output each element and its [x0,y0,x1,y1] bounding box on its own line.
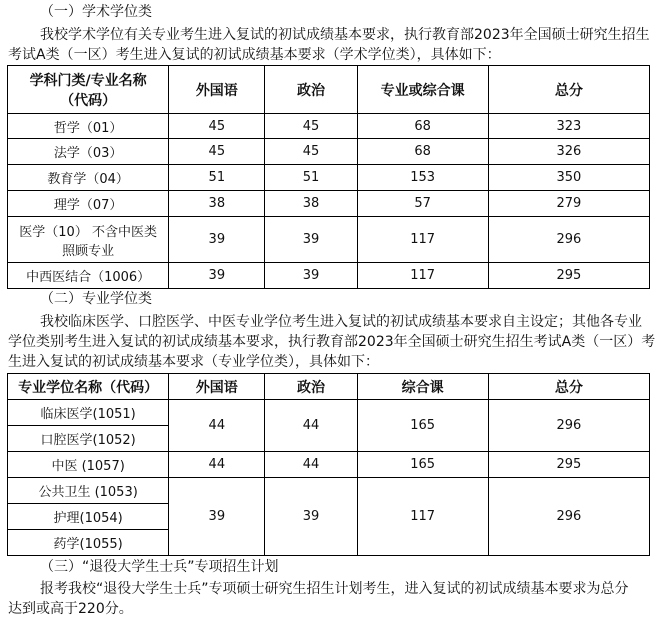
row-course: 68 [357,114,488,139]
row-total: 323 [488,114,649,139]
table-row [8,165,650,191]
section2-heading: （二）专业学位类 [40,291,152,307]
row-politics: 39 [265,263,357,289]
row-total: 296 [488,400,649,452]
table-row [8,217,650,263]
row-foreign: 39 [169,263,265,289]
row-politics: 44 [265,400,357,452]
section2-para-line2: 学位类别考生进入复试的初试成绩基本要求，执行教育部2023年全国硕士研究生招生考试A类（一区）考 [8,334,656,350]
row-total: 296 [488,478,649,556]
row-politics: 38 [265,191,357,217]
table-row [8,263,650,289]
header-major-course: 专业或综合课 [357,66,488,114]
row-name: 临床医学(1051) [8,400,169,426]
academic-table [7,65,650,289]
table-row [8,478,650,504]
table-row [8,114,650,139]
table-row [8,191,650,217]
row-course: 117 [357,478,488,556]
table-row [8,452,650,478]
header-foreign-language: 外国语 [169,66,265,114]
row-politics: 39 [265,478,357,556]
table-header-row [8,66,650,114]
row-total: 350 [488,165,649,191]
table-row [8,139,650,165]
section1-para-line2: 考试A类（一区）考生进入复试的初试成绩基本要求（学术学位类），具体如下： [8,47,501,63]
row-name [8,217,169,263]
section2-para-line1: 我校临床医学、口腔医学、中医专业学位考生进入复试的初试成绩基本要求自主设定；其他各专业 [40,314,642,330]
row-name: 哲学（01） [8,114,169,139]
row-course: 165 [357,400,488,452]
section1-para-line1: 我校学术学位有关专业考生进入复试的初试成绩基本要求，执行教育部2023年全国硕士研究生招生 [40,27,650,43]
header-politics: 政治 [265,374,357,400]
row-course: 117 [357,263,488,289]
row-course: 153 [357,165,488,191]
row-foreign: 39 [169,478,265,556]
row-name: 护理(1054) [8,504,169,530]
row-politics: 39 [265,217,357,263]
row-politics: 44 [265,452,357,478]
row-course: 68 [357,139,488,165]
row-foreign: 45 [169,114,265,139]
row-name: 中医 (1057) [8,452,169,478]
row-total: 326 [488,139,649,165]
professional-table [7,373,650,556]
row-politics: 45 [265,139,357,165]
row-course: 57 [357,191,488,217]
section3-para-line2: 达到或高于220分。 [8,601,133,617]
row-foreign: 44 [169,400,265,452]
section3-heading: （三）“退役大学生士兵”专项招生计划 [40,559,279,575]
row-foreign: 44 [169,452,265,478]
row-total: 296 [488,217,649,263]
row-name: 理学（07） [8,191,169,217]
header-subject-line2: （代码） [60,92,117,109]
row-course: 165 [357,452,488,478]
row-name-line1: 医学（10） 不含中医类 [19,224,157,240]
table-header-row [8,374,650,400]
header-subject-line1: 学科门类/专业名称 [29,72,147,89]
header-subject [8,66,169,114]
row-foreign: 51 [169,165,265,191]
row-total: 295 [488,263,649,289]
row-total: 279 [488,191,649,217]
header-comprehensive-course: 综合课 [357,374,488,400]
row-politics: 45 [265,114,357,139]
row-foreign: 38 [169,191,265,217]
header-foreign-language: 外国语 [169,374,265,400]
header-politics: 政治 [265,66,357,114]
header-total: 总分 [488,66,649,114]
row-total: 295 [488,452,649,478]
row-course: 117 [357,217,488,263]
section3-para-line1: 报考我校“退役大学生士兵”专项硕士研究生招生计划考生，进入复试的初试成绩基本要求为总分 [40,581,629,597]
row-name: 法学（03） [8,139,169,165]
row-name-line2: 照顾专业 [62,243,115,259]
section2-para-line3: 生进入复试的初试成绩基本要求（专业学位类），具体如下： [8,354,379,370]
row-name: 口腔医学(1052) [8,426,169,452]
row-name: 中西医结合（1006） [8,263,169,289]
header-degree-name: 专业学位名称（代码） [8,374,169,400]
section1-heading: （一）学术学位类 [40,4,152,20]
table-row [8,400,650,426]
row-name: 药学(1055) [8,530,169,556]
header-total: 总分 [488,374,649,400]
row-politics: 51 [265,165,357,191]
row-name: 公共卫生 (1053) [8,478,169,504]
row-foreign: 45 [169,139,265,165]
row-name: 教育学（04） [8,165,169,191]
row-foreign: 39 [169,217,265,263]
